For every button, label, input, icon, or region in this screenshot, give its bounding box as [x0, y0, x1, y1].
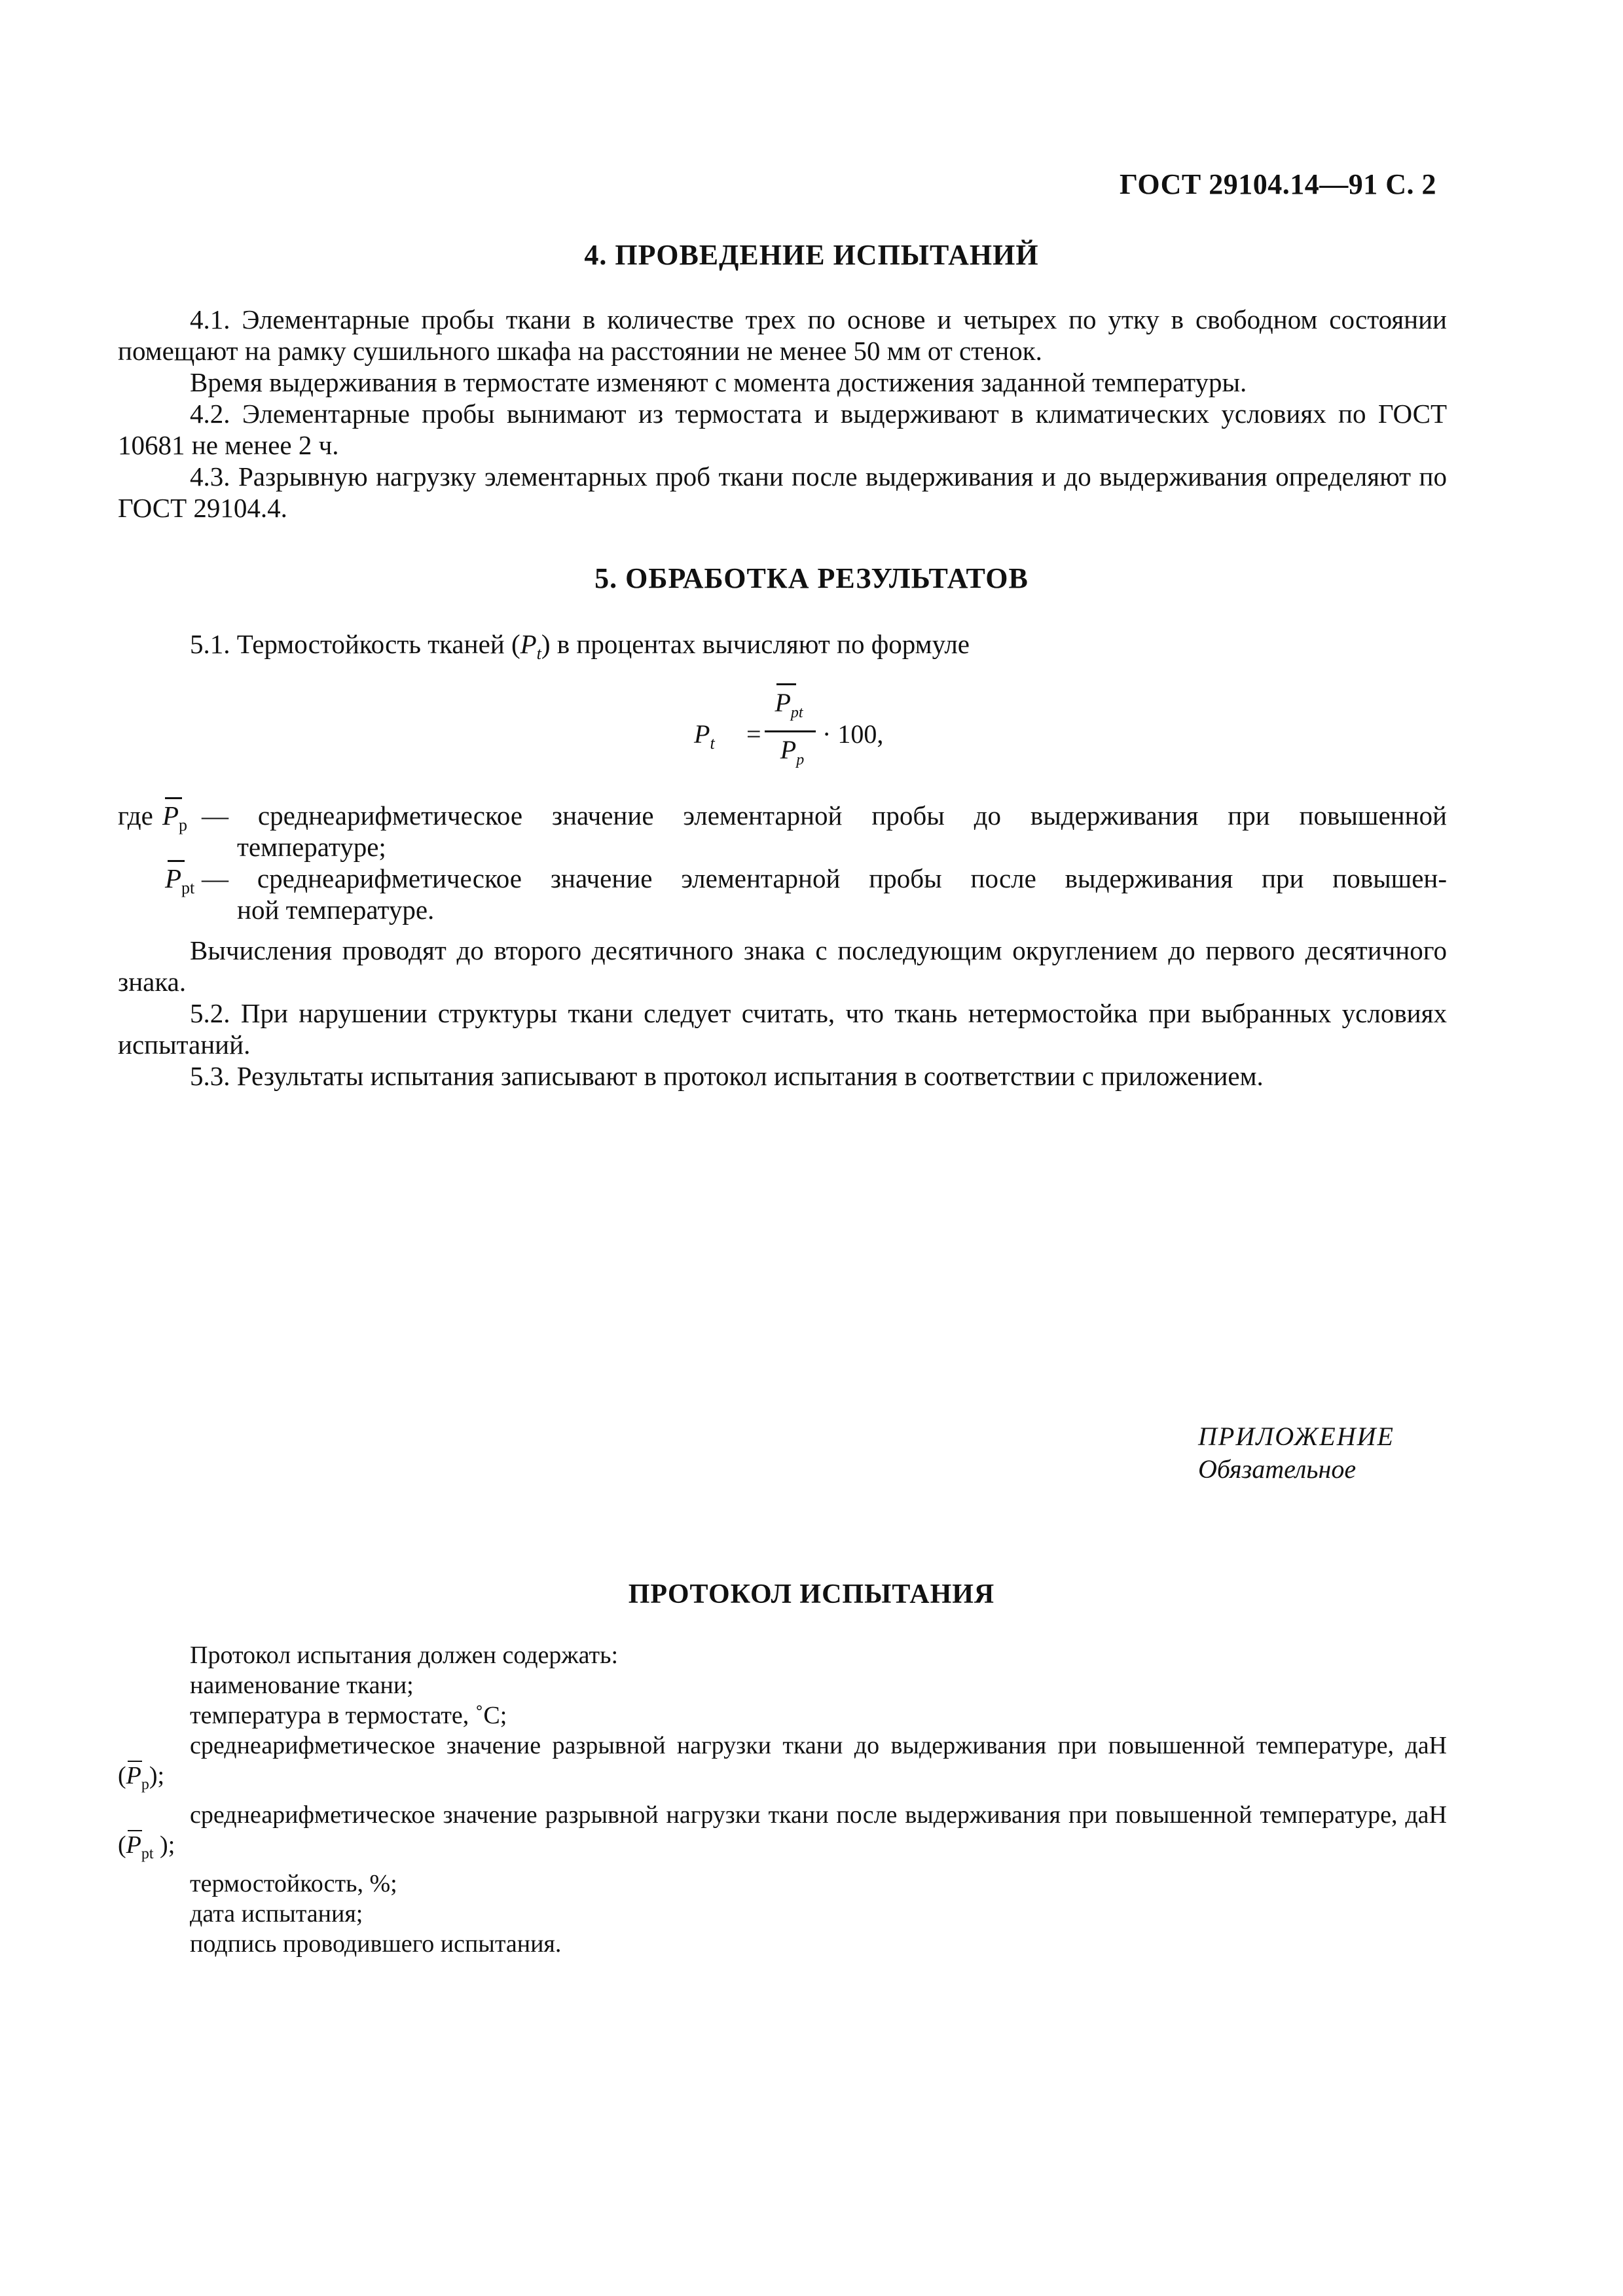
appendix-label	[1198, 1420, 1395, 1486]
formula-numerator: $P_{pt}$	[759, 687, 818, 722]
section-4-body	[118, 304, 1447, 524]
paragraph-4-1: 4.1. Элементарные пробы ткани в количестве трех по основе и четырех по утку в свободном состоянии помещают на рамку сушильного шкафа на расстоянии не менее 50 мм от стенок.	[118, 304, 1447, 366]
paragraph-4-1-time: Время выдерживания в термостате изменяют с момента достижения заданной температуры.	[190, 367, 1247, 397]
paragraph-5-1-calc: Вычисления проводят до второго десятичного знака с последующим округлением до первого десятичного знака.	[118, 935, 1447, 997]
symbol-pp-protocol: $P_р$	[126, 1762, 149, 1793]
definition-ppt	[118, 863, 1447, 925]
formula-lhs: $P_t$	[694, 719, 715, 753]
symbol-pp: $P_р$	[162, 800, 187, 841]
appendix-title: ПРИЛОЖЕНИЕ	[1198, 1422, 1395, 1451]
protocol-list	[118, 1640, 1447, 1959]
formula-fraction-line	[765, 730, 816, 732]
formula-denominator: $P_р$	[780, 735, 805, 768]
definition-ppt-text-cont: ной температуре.	[237, 895, 435, 925]
paragraph-4-3: 4.3. Разрывную нагрузку элементарных проб ткани после выдерживания и до выдерживания определяют по ГОСТ 29104.4.	[118, 461, 1447, 523]
paragraph-5-3: 5.3. Результаты испытания записывают в протокол испытания в соответствии с приложением.	[190, 1061, 1264, 1091]
paragraph-5-1-start: 5.1. Термостойкость тканей (	[190, 629, 520, 659]
protocol-item-signature: подпись проводившего испытания.	[190, 1930, 562, 1958]
protocol-item-date: дата испытания;	[190, 1900, 363, 1928]
protocol-item-load-before: среднеарифметическое значение разрывной нагрузки ткани до выдерживания при повышенной температуре, даН ( $P_р$);	[118, 1732, 1447, 1793]
protocol-item-load-after: среднеарифметическое значение разрывной нагрузки ткани после выдерживания при повышенной температуре, даН ( $P_{pt}$ );	[118, 1801, 1447, 1863]
protocol-item-temperature: температура в термостате, ˚С;	[190, 1702, 507, 1729]
where-label: где	[118, 800, 153, 831]
section-5-title: 5. ОБРАБОТКА РЕЗУЛЬТАТОВ	[594, 562, 1029, 594]
paragraph-5-1-end: ) в процентах вычисляют по формуле	[541, 629, 970, 659]
protocol-title: ПРОТОКОЛ ИСПЫТАНИЯ	[628, 1579, 995, 1609]
definition-ppt-text: — среднеарифметическое значение элементарной пробы после выдерживания при повышен-	[202, 863, 1447, 893]
paragraph-4-2: 4.2. Элементарные пробы вынимают из термостата и выдерживают в климатических условиях по ГОСТ 10681 не менее 2 ч.	[118, 399, 1447, 460]
definition-pp	[118, 800, 1447, 863]
protocol-item-resistance: термостойкость, %;	[190, 1870, 397, 1898]
section-4-title: 4. ПРОВЕДЕНИЕ ИСПЫТАНИЙ	[584, 239, 1039, 271]
symbol-ppt: $P_{pt}$	[165, 863, 194, 904]
symbol-ppt-protocol: $P_{pt}$	[126, 1831, 154, 1863]
definition-pp-text: — среднеарифметическое значение элементарной пробы до выдерживания при повышенной	[202, 800, 1447, 831]
appendix-subtitle: Обязательное	[1198, 1454, 1357, 1484]
paragraph-5-1	[118, 628, 1447, 670]
formula-definitions	[118, 800, 1447, 925]
definition-pp-text-cont: температуре;	[237, 832, 386, 862]
formula-equals: =	[746, 719, 761, 749]
section-5-rest	[118, 935, 1447, 1092]
formula-thermal-resistance	[694, 687, 930, 785]
protocol-intro: Протокол испытания должен содержать:	[190, 1641, 619, 1669]
protocol-item-fabric: наименование ткани;	[190, 1672, 414, 1699]
paragraph-5-2: 5.2. При нарушении структуры ткани следует считать, что ткань нетермостойка при выбранных условиях испытаний.	[118, 998, 1447, 1060]
symbol-pt: $P_t$	[520, 629, 541, 664]
formula-multiplier: · 100,	[822, 719, 884, 749]
page-header: ГОСТ 29104.14—91 С. 2	[1119, 168, 1436, 200]
